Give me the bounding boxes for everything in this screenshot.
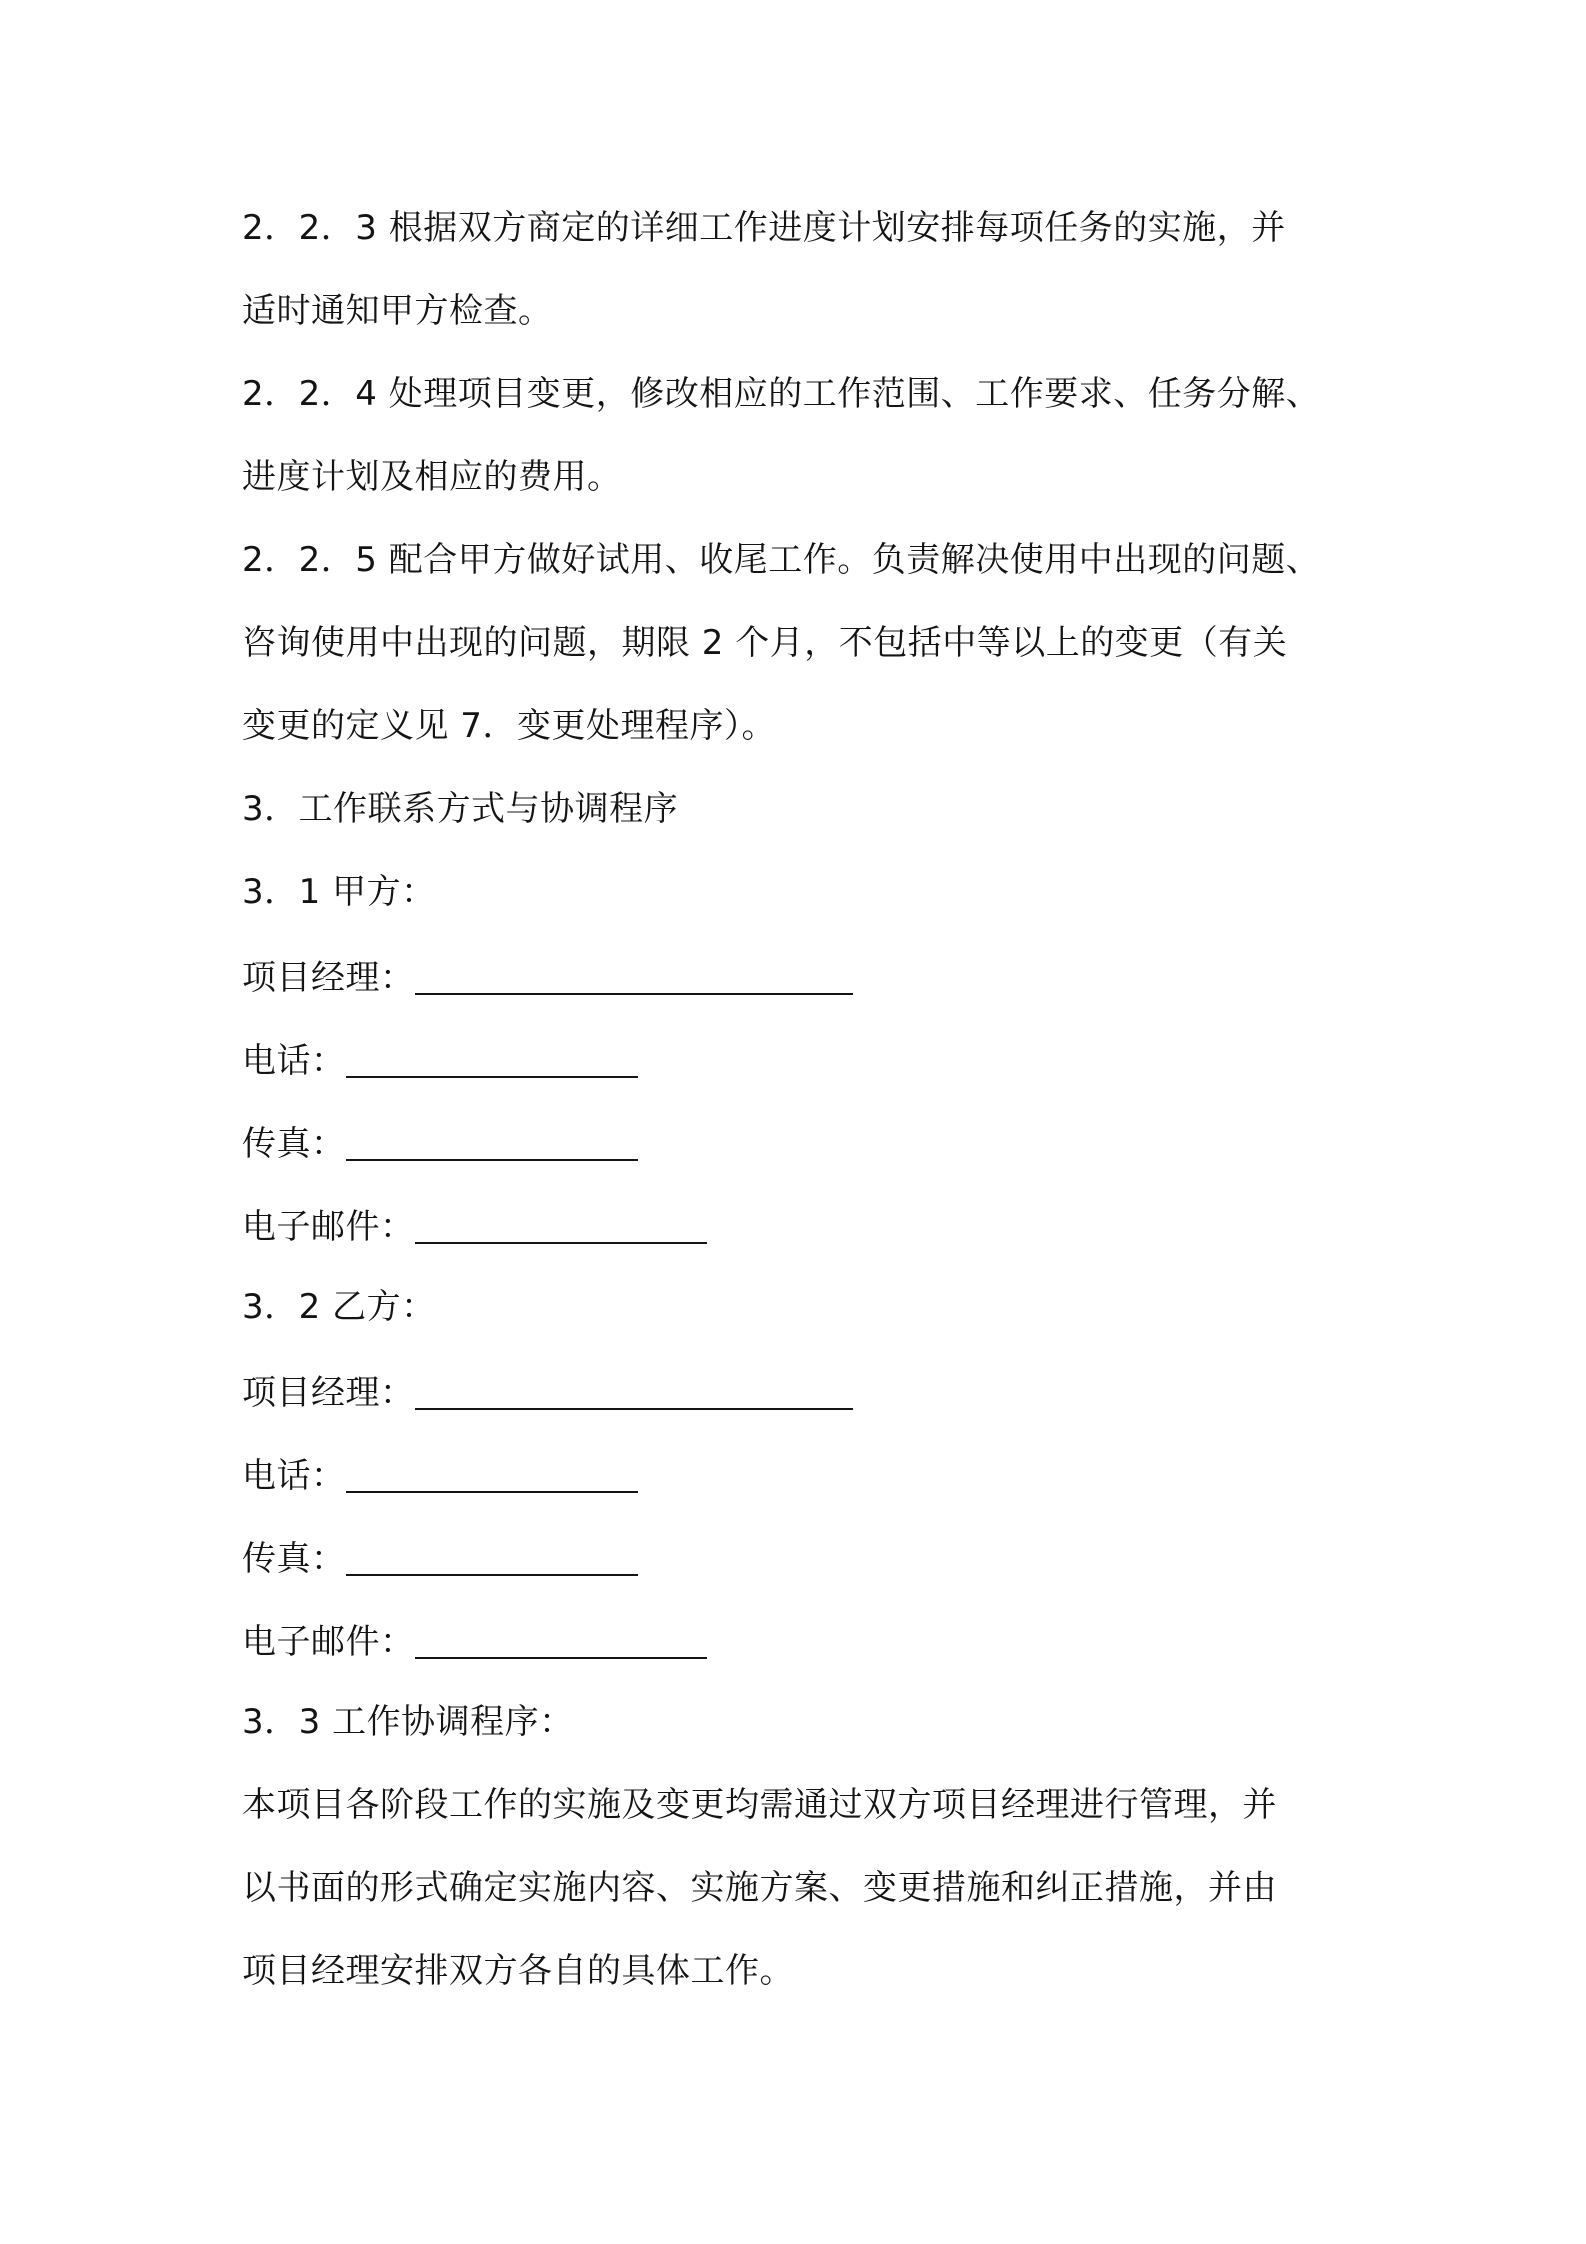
party-b-email-field: [242, 1617, 707, 1664]
party-a-email-blank[interactable]: [415, 1202, 707, 1238]
party-b-heading: 3．2 乙方：: [242, 1287, 436, 1327]
party-b-phone-field: [242, 1451, 638, 1498]
clause-2-2-5-line-3: 变更的定义见 7．变更处理程序）。: [242, 706, 776, 746]
party-a-email-label: 电子邮件：: [242, 1207, 415, 1247]
clause-2-2-4-line-1: 2．2．4 处理项目变更，修改相应的工作范围、工作要求、任务分解、: [242, 374, 1321, 414]
coordination-heading: 3．3 工作协调程序：: [242, 1702, 574, 1742]
party-a-manager-blank[interactable]: [415, 953, 853, 989]
clause-2-2-3-line-2: 适时通知甲方检查。: [242, 291, 553, 331]
party-b-email-label: 电子邮件：: [242, 1622, 415, 1662]
party-b-phone-label: 电话：: [242, 1456, 346, 1496]
section-3-heading: 3．工作联系方式与协调程序: [242, 789, 679, 829]
coordination-line-3: 项目经理安排双方各自的具体工作。: [242, 1951, 794, 1991]
party-b-email-blank[interactable]: [415, 1617, 707, 1653]
party-a-manager-label: 项目经理：: [242, 958, 415, 998]
party-a-manager-field: [242, 953, 853, 1000]
coordination-line-2: 以书面的形式确定实施内容、实施方案、变更措施和纠正措施，并由: [242, 1868, 1277, 1908]
party-b-fax-label: 传真：: [242, 1539, 346, 1579]
party-a-phone-field: [242, 1036, 638, 1083]
party-b-manager-field: [242, 1368, 853, 1415]
party-b-fax-field: [242, 1534, 638, 1581]
party-a-fax-blank[interactable]: [346, 1119, 638, 1155]
party-a-heading: 3．1 甲方：: [242, 872, 436, 912]
party-b-manager-blank[interactable]: [415, 1368, 853, 1404]
party-b-phone-blank[interactable]: [346, 1451, 638, 1487]
coordination-line-1: 本项目各阶段工作的实施及变更均需通过双方项目经理进行管理，并: [242, 1785, 1277, 1825]
clause-2-2-4-line-2: 进度计划及相应的费用。: [242, 457, 622, 497]
party-a-phone-label: 电话：: [242, 1041, 346, 1081]
clause-2-2-3-line-1: 2．2．3 根据双方商定的详细工作进度计划安排每项任务的实施，并: [242, 208, 1286, 248]
party-b-manager-label: 项目经理：: [242, 1373, 415, 1413]
party-a-email-field: [242, 1202, 707, 1249]
party-b-fax-blank[interactable]: [346, 1534, 638, 1570]
party-a-fax-label: 传真：: [242, 1124, 346, 1164]
clause-2-2-5-line-1: 2．2．5 配合甲方做好试用、收尾工作。负责解决使用中出现的问题、: [242, 540, 1321, 580]
party-a-fax-field: [242, 1119, 638, 1166]
party-a-phone-blank[interactable]: [346, 1036, 638, 1072]
clause-2-2-5-line-2: 咨询使用中出现的问题，期限 2 个月，不包括中等以上的变更（有关: [242, 623, 1288, 663]
